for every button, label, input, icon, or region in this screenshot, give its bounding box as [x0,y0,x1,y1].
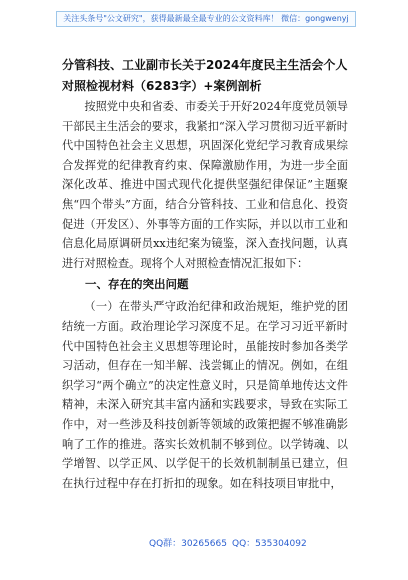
qq-contact-text: QQ：535304092 [232,539,307,549]
document-body [62,97,348,493]
document-title: 分管科技、工业副市长关于2024年度民主生活会个人对照检视材料（6283字）+案例剖析 [62,58,348,93]
qq-group-text: QQ群：30265665 [149,539,227,549]
intro-paragraph: 按照党中央和省委、市委关于开好2024年度党员领导干部民主生活会的要求，我紧扣“深入学习贯彻习近平新时代中国特色社会主义思想，巩固深化党纪学习教育成果综合发挥党的纪律教育约束、保障激励作用，为进一步全面深化改革、推进中国式现代化提供坚强纪律保证”主题聚焦“四个带头”方面，结合分管科技、工业和信息化、投资促进（开发区）、外事等方面的工作实际，并以以市工业和信息化局原调研员xx违纪案为镜鉴，深入查找问题，认真进行对照检查。现将个人对照检查情况汇报如下： [62,100,348,270]
section-heading-1: 一、存在的突出问题 [85,277,189,292]
promo-banner: 关注头条号"公文研究"，获得最新最全最专业的公文资料库！ 微信：gongwenyj [56,11,356,27]
section1-paragraph: （一）在带头严守政治纪律和政治规矩，维护党的团结统一方面。政治理论学习深度不足。在学习习近平新时代中国特色社会主义思想等理论时，虽能按时参加各类学习活动，但存在一知半解、浅尝辄止的情况。例如，在组织学习“两个确立”的决定性意义时，只是简单地传达文件精神，未深入研究其丰富内涵和实践要求，导致在实际工作中，对一些涉及科技创新等领域的政策把握不够准确影响了工作的推进。落实长效机制不够到位。以学铸魂、以学增智、以学正风、以学促干的长效机制制虽已建立，但在执行过程中存在打折扣的现象。如在科技项目审批中， [62,300,348,490]
footer-contact [0,538,408,550]
